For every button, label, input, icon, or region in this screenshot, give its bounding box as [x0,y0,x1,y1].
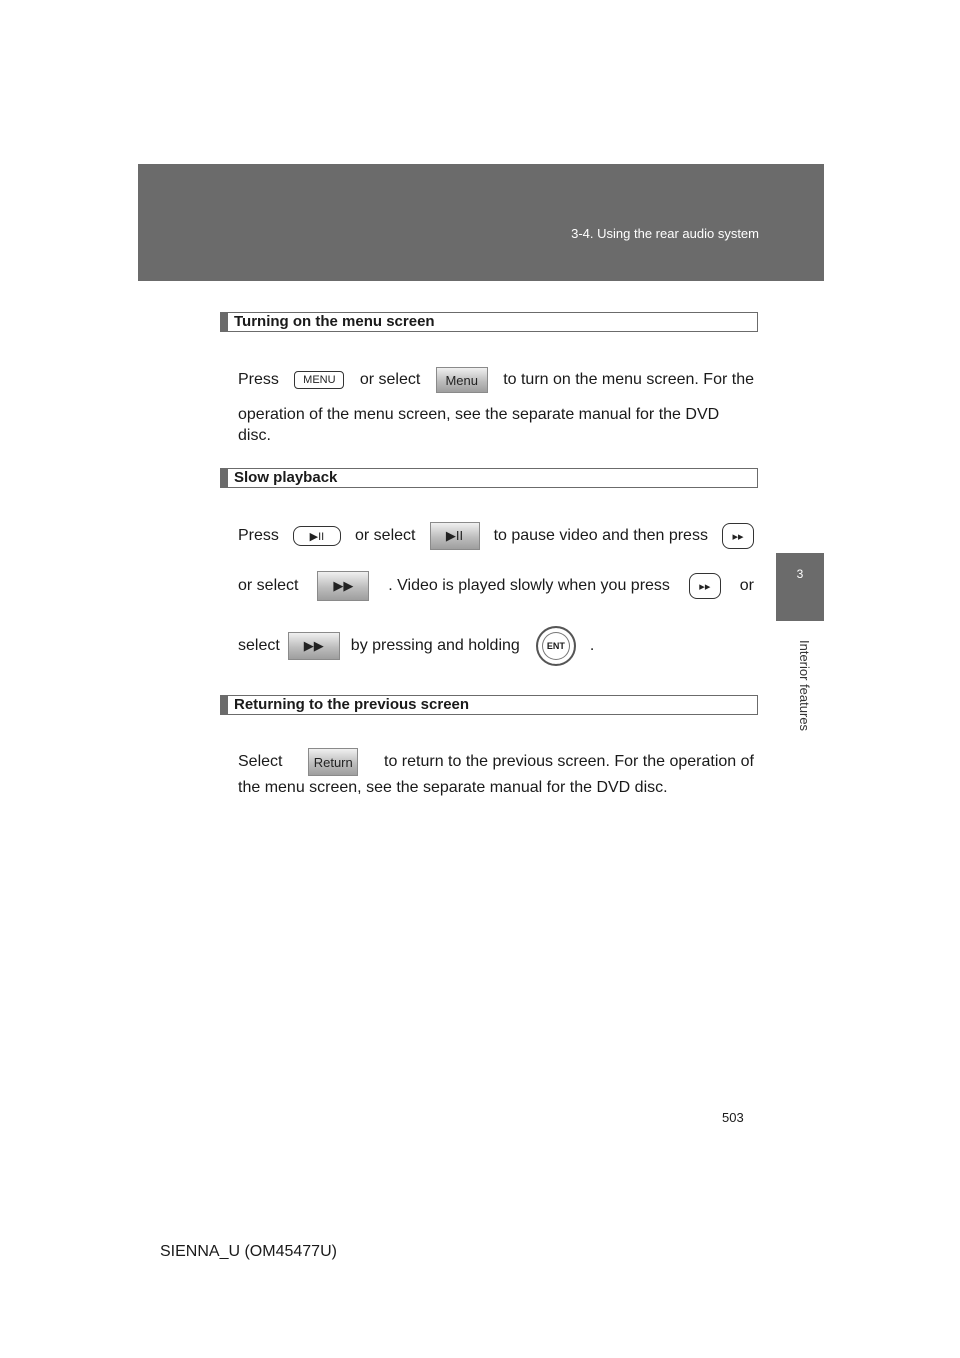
heading-slow-playback: Slow playback [220,468,758,488]
return-line-2: the menu screen, see the separate manual for the DVD disc. [238,779,668,796]
header-band [138,164,824,281]
heading-menu-screen: Turning on the menu screen [220,312,758,332]
play-pause-screen-button: ▶II [430,522,480,550]
chapter-label: Interior features [797,640,812,732]
return-line-1 [238,746,754,778]
footer-model-code: SIENNA_U (OM45477U) [160,1243,337,1260]
menu-screen-button: Menu [436,367,488,393]
fast-forward-screen-button: ▶▶ [288,632,340,660]
text: Press [238,371,279,388]
menu-line-1 [238,365,754,395]
text: or select [359,371,421,388]
text: to pause video and then press [493,527,708,544]
slow-line-3 [238,624,754,668]
menu-line-3: disc. [238,427,271,444]
fast-forward-screen-button: ▶▶ [317,571,369,601]
text: . [589,637,595,654]
play-pause-key: ▶II [293,526,341,546]
slow-line-2 [238,568,754,604]
return-screen-button: Return [308,748,358,776]
text: Press [238,527,279,544]
chapter-number: 3 [796,567,804,581]
menu-key: MENU [294,371,344,389]
text: Select [238,753,283,770]
text: select [238,637,280,654]
text: or select [355,527,416,544]
chapter-tab [776,553,824,621]
text: to turn on the menu screen. For the [503,371,754,388]
page-number: 503 [722,1110,744,1125]
text: . Video is played slowly when you press [388,577,670,594]
menu-line-2 [238,404,754,426]
text: by pressing and holding [350,637,520,654]
ent-knob-icon: ENT [536,626,576,666]
text: or [739,577,754,594]
fast-forward-key: ▸▸ [689,573,721,599]
fast-forward-key: ▸▸ [722,523,754,549]
text: to return to the previous screen. For the operation of [384,753,754,770]
text: operation of the menu screen, see the separate manual for the DVD [238,406,720,423]
section-title: 3-4. Using the rear audio system [571,226,759,241]
slow-line-1 [238,520,754,552]
text: or select [238,577,299,594]
heading-previous-screen: Returning to the previous screen [220,695,758,715]
